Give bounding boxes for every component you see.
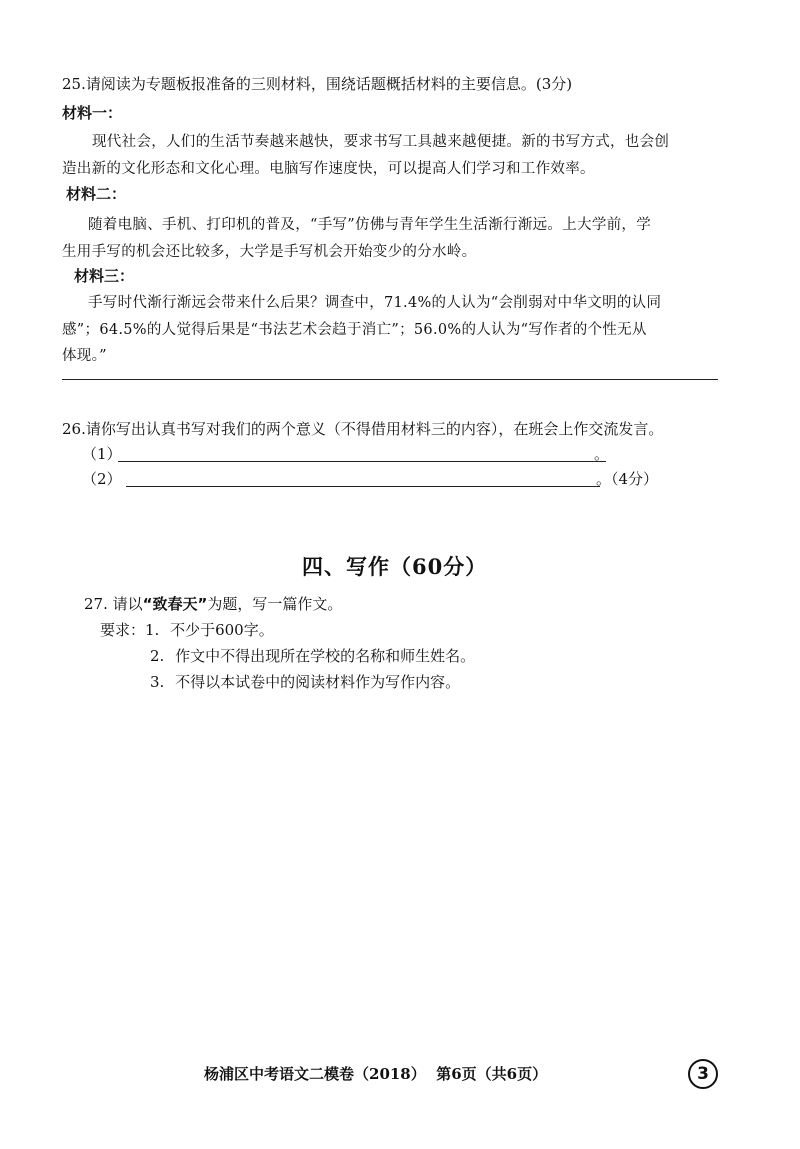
q27-suffix: 为题，写一篇作文。 — [207, 595, 343, 613]
q27-prompt — [84, 593, 342, 614]
q26-item-2-blank[interactable] — [126, 486, 600, 487]
q26-title: 26.请你写出认真书写对我们的两个意义（不得借用材料三的内容），在班会上作交流发言。 — [62, 420, 664, 438]
material-1-line-2: 造出新的文化形态和文化心理。电脑写作速度快，可以提高人们学习和工作效率。 — [62, 161, 595, 177]
q27-prefix: 27. 请以 — [84, 595, 143, 613]
material-3-line-2: 感”；64.5%的人觉得后果是“书法艺术会趋于消亡”；56.0%的人认为“写作者的个性无从 — [62, 322, 647, 338]
q27-req-3-num: 3. — [150, 673, 165, 691]
material-2-label: 材料二： — [66, 185, 127, 203]
q26-item-1-blank[interactable] — [118, 461, 606, 462]
q27-requirement-1 — [100, 619, 274, 640]
material-3-label: 材料三： — [74, 267, 135, 285]
q27-req-1-text: 不少于600字。 — [170, 621, 274, 639]
q27-req-label: 要求：1. — [100, 621, 160, 639]
section-4-title: 四、写作（60分） — [302, 554, 488, 579]
material-3-line-3: 体现。” — [62, 348, 107, 364]
q27-req-2-num: 2. — [150, 647, 165, 665]
q26-item-1-label: （1） — [82, 445, 122, 463]
q26-item-2-label: （2） — [82, 470, 122, 488]
material-1-label: 材料一： — [62, 104, 123, 122]
circled-page-number: 3 — [688, 1059, 718, 1089]
q26-item-2-end: 。（4分） — [596, 470, 659, 488]
page-footer: 杨浦区中考语文二模卷（2018） 第6页（共6页） — [204, 1065, 548, 1083]
q27-req-3-text: 不得以本试卷中的阅读材料作为写作内容。 — [175, 673, 461, 691]
q26-item-1-end: 。 — [594, 445, 610, 463]
q25-answer-line[interactable] — [62, 379, 718, 380]
material-1-line-1: 现代社会，人们的生活节奏越来越快，要求书写工具越来越便捷。新的书写方式，也会创 — [92, 134, 670, 150]
q27-requirement-3 — [150, 671, 460, 692]
material-3-line-1: 手写时代渐行渐远会带来什么后果？调查中，71.4%的人认为“会削弱对中华文明的认同 — [88, 295, 662, 311]
q27-req-2-text: 作文中不得出现所在学校的名称和师生姓名。 — [175, 647, 476, 665]
q27-topic: “致春天” — [142, 595, 208, 613]
q27-requirement-2 — [150, 645, 475, 666]
q25-title: 25.请阅读为专题板报准备的三则材料，围绕话题概括材料的主要信息。(3分) — [62, 75, 573, 93]
material-2-line-1: 随着电脑、手机、打印机的普及，“手写”仿佛与青年学生生活渐行渐远。上大学前，学 — [88, 217, 652, 233]
material-2-line-2: 生用手写的机会还比较多，大学是手写机会开始变少的分水岭。 — [62, 244, 477, 260]
